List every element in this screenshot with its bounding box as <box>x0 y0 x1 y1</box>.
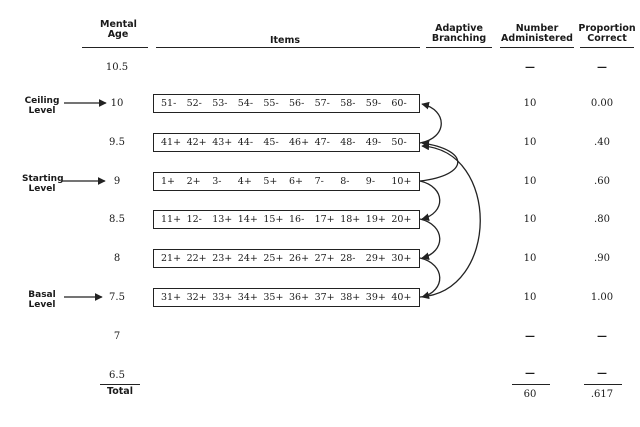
item-cell: 48- <box>340 137 356 148</box>
proportion-row-7-value: — <box>597 331 607 342</box>
item-cell: 21+ <box>161 253 182 264</box>
age-row-5: 8 <box>113 253 121 264</box>
age-row-2: 9.5 <box>109 137 125 148</box>
item-cell: 29+ <box>365 253 386 264</box>
item-cell: 45- <box>263 137 279 148</box>
proportion-row-0-value: — <box>597 62 607 73</box>
item-cell: 37+ <box>314 292 335 303</box>
age-row-6: 7.5 <box>109 292 125 303</box>
total-label: Total <box>107 386 133 397</box>
item-cell: 13+ <box>212 214 233 225</box>
header-proportion-correct: Proportion Correct <box>578 23 636 44</box>
number-row-1: 10 <box>523 98 537 109</box>
age-row-3: 9 <box>113 176 121 187</box>
item-cell: 26+ <box>289 253 310 264</box>
item-cell: 36+ <box>289 292 310 303</box>
item-cell: 30+ <box>391 253 412 264</box>
item-cell: 10+ <box>391 176 412 187</box>
item-cell: 55- <box>263 98 279 109</box>
item-cell: 9- <box>365 176 376 187</box>
item-cell: 23+ <box>212 253 233 264</box>
proportion-row-5: .90 <box>594 253 610 264</box>
proportion-row-8-value: — <box>597 368 607 379</box>
branch-curve-7-5-to-9-5 <box>420 146 480 297</box>
item-cell: 19+ <box>365 214 386 225</box>
item-cell: 39+ <box>365 292 386 303</box>
item-cell: 8- <box>340 176 350 187</box>
item-cell: 54- <box>237 98 254 109</box>
branch-curve-9-5-to-10 <box>420 104 441 143</box>
item-cell: 25+ <box>263 253 284 264</box>
item-cell: 2+ <box>186 176 201 187</box>
item-cell: 14+ <box>237 214 258 225</box>
item-cell: 27+ <box>314 253 335 264</box>
item-cell: 12- <box>186 214 202 225</box>
ceiling-level-label: Ceiling Level <box>24 96 60 116</box>
item-cell: 47- <box>314 137 330 148</box>
item-cell: 18+ <box>340 214 361 225</box>
item-cell: 15+ <box>263 214 284 225</box>
basal-level-label: Basal Level <box>28 290 56 310</box>
number-row-2: 10 <box>523 137 537 148</box>
age-row-7: 7 <box>113 331 121 342</box>
total-number: 60 <box>523 389 537 400</box>
header-number-administered: Number Administered <box>501 23 573 44</box>
number-row-6: 10 <box>523 292 537 303</box>
proportion-row-2: .40 <box>594 137 610 148</box>
starting-level-label: Starting Level <box>22 174 64 194</box>
item-cell: 52- <box>186 98 202 109</box>
item-cell: 28- <box>340 253 356 264</box>
item-cell: 56- <box>289 98 305 109</box>
item-cell: 4+ <box>237 176 252 187</box>
item-cell: 51- <box>161 98 177 109</box>
item-cell: 33+ <box>212 292 233 303</box>
branch-curve-8-5-to-8 <box>420 219 440 258</box>
item-cell: 58- <box>340 98 356 109</box>
item-cell: 22+ <box>186 253 207 264</box>
item-cell: 49- <box>365 137 382 148</box>
number-row-5: 10 <box>523 253 537 264</box>
proportion-row-3: .60 <box>594 176 610 187</box>
item-cell: 46+ <box>289 137 310 148</box>
item-cell: 34+ <box>237 292 258 303</box>
item-cell: 24+ <box>237 253 258 264</box>
number-row-7-value: — <box>525 331 535 342</box>
total-proportion: .617 <box>590 389 614 400</box>
item-cell: 53- <box>212 98 228 109</box>
item-cell: 40+ <box>391 292 412 303</box>
item-cell: 43+ <box>212 137 233 148</box>
age-row-1: 10 <box>110 98 124 109</box>
item-cell: 6+ <box>289 176 304 187</box>
header-adaptive-branching: Adaptive Branching <box>431 23 487 44</box>
item-cell: 41+ <box>161 137 182 148</box>
number-row-0-value: — <box>525 62 535 73</box>
branch-curve-8-to-7-5 <box>420 258 440 297</box>
header-items: Items <box>269 35 301 46</box>
header-mental-age-text: Mental Age <box>100 19 137 40</box>
item-cell: 44- <box>237 137 254 148</box>
item-cell: 57- <box>314 98 330 109</box>
item-cell: 11+ <box>161 214 182 225</box>
item-cell: 50- <box>391 137 407 148</box>
item-cell: 42+ <box>186 137 207 148</box>
item-cell: 7- <box>314 176 324 187</box>
age-row-8: 6.5 <box>109 370 125 381</box>
item-cell: 60- <box>391 98 407 109</box>
item-cell: 35+ <box>263 292 284 303</box>
item-cell: 20+ <box>391 214 412 225</box>
number-row-8-value: — <box>525 368 535 379</box>
proportion-row-6: 1.00 <box>590 292 614 303</box>
branch-curve-9-to-8-5 <box>420 181 440 219</box>
item-cell: 38+ <box>340 292 361 303</box>
item-cell: 31+ <box>161 292 182 303</box>
item-cell: 32+ <box>186 292 207 303</box>
item-cell: 17+ <box>314 214 335 225</box>
item-cell: 1+ <box>161 176 176 187</box>
item-cell: 5+ <box>263 176 278 187</box>
number-row-3: 10 <box>523 176 537 187</box>
item-cell: 3- <box>212 176 222 187</box>
number-row-4: 10 <box>523 214 537 225</box>
item-cell: 59- <box>365 98 382 109</box>
age-row-4: 8.5 <box>109 214 125 225</box>
proportion-row-1: 0.00 <box>590 98 614 109</box>
proportion-row-4: .80 <box>594 214 610 225</box>
item-cell: 16- <box>289 214 305 225</box>
age-row-0: 10.5 <box>105 62 129 73</box>
